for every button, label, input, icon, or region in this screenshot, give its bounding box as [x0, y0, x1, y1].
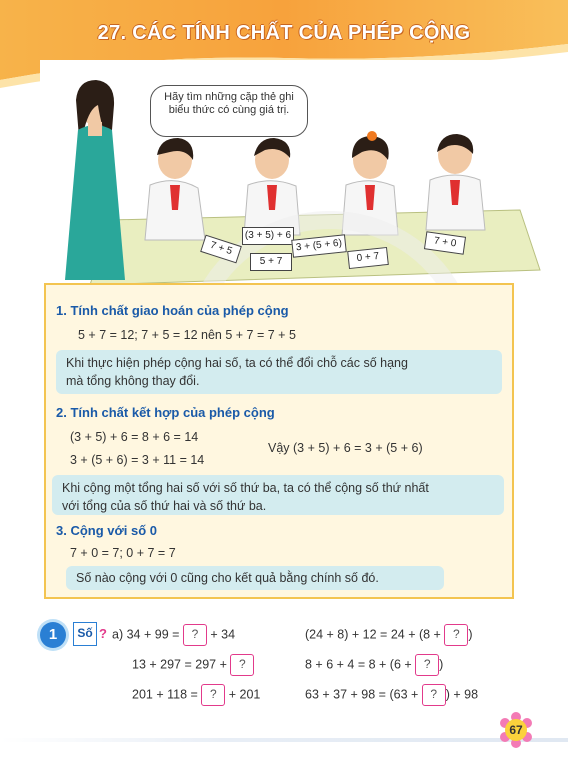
- section2-note: [52, 475, 504, 515]
- card-3-plus-5-6: 3 + (5 + 6): [291, 234, 347, 258]
- answer-box[interactable]: ?: [444, 624, 468, 646]
- section1-note: [56, 350, 502, 394]
- page-number-badge: [498, 712, 534, 748]
- section3-title: 3. Cộng với số 0: [56, 523, 157, 538]
- exercise-question-mark: ?: [99, 626, 107, 641]
- equation-right-3: 63 + 37 + 98 = (63 + ? ) + 98: [305, 684, 478, 706]
- answer-box[interactable]: ?: [230, 654, 254, 676]
- section1-note-line2: mà tổng không thay đổi.: [66, 374, 200, 388]
- card-3-5-plus-6: (3 + 5) + 6: [242, 227, 294, 245]
- equation-left-3: 201 + 118 = ? + 201: [132, 684, 260, 706]
- card-5-plus-7: 5 + 7: [250, 253, 292, 271]
- card-7-plus-0: 7 + 0: [424, 231, 466, 254]
- part-label: a): [112, 627, 124, 642]
- section2-example1: (3 + 5) + 6 = 8 + 6 = 14: [70, 430, 199, 444]
- section3-note: Số nào cộng với 0 cũng cho kết quả bằng chính số đó.: [66, 566, 444, 590]
- section2-title: 2. Tính chất kết hợp của phép cộng: [56, 405, 275, 420]
- answer-box[interactable]: ?: [201, 684, 225, 706]
- exercise-label: Số: [73, 622, 97, 646]
- section3-example: 7 + 0 = 7; 0 + 7 = 7: [70, 546, 176, 560]
- page-number: 67: [509, 723, 523, 737]
- equation-left-2: 13 + 297 = 297 + ?: [132, 654, 254, 676]
- speech-bubble: Hãy tìm những cặp thẻ ghi biểu thức có cùng giá trị.: [150, 85, 308, 137]
- section1-note-line1: Khi thực hiện phép cộng hai số, ta có thể đổi chỗ các số hạng: [66, 356, 408, 370]
- section1-example: 5 + 7 = 12; 7 + 5 = 12 nên 5 + 7 = 7 + 5: [78, 328, 296, 342]
- exercise-number: 1: [40, 622, 66, 648]
- section2-conclusion: Vậy (3 + 5) + 6 = 3 + (5 + 6): [268, 441, 423, 455]
- section2-example2: 3 + (5 + 6) = 3 + 11 = 14: [70, 453, 205, 467]
- answer-box[interactable]: ?: [415, 654, 439, 676]
- bottom-bar: [0, 738, 568, 742]
- equation-right-2: 8 + 6 + 4 = 8 + (6 + ? ): [305, 654, 443, 676]
- page-title: 27. CÁC TÍNH CHẤT CỦA PHÉP CỘNG: [97, 22, 471, 44]
- equation-right-1: (24 + 8) + 12 = 24 + (8 + ? ): [305, 624, 473, 646]
- section2-note-line1: Khi cộng một tổng hai số với số thứ ba, ta có thể cộng số thứ nhất: [62, 481, 429, 495]
- answer-box[interactable]: ?: [422, 684, 446, 706]
- card-0-plus-7: 0 + 7: [347, 247, 389, 269]
- section1-title: 1. Tính chất giao hoán của phép cộng: [56, 303, 289, 318]
- card-7-plus-5: 7 + 5: [200, 235, 242, 264]
- answer-box[interactable]: ?: [183, 624, 207, 646]
- section2-note-line2: với tổng của số thứ hai và số thứ ba.: [62, 499, 267, 513]
- equation-left-1: a) 34 + 99 = ? + 34: [112, 624, 235, 646]
